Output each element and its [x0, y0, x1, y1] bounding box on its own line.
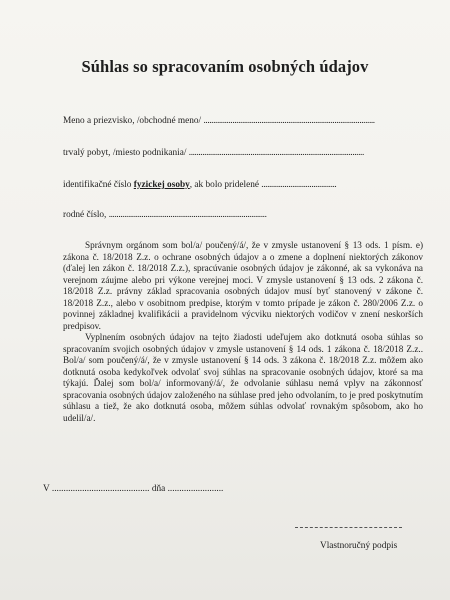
birth-number-blank: ..................................................................................	[108, 210, 267, 220]
name-field	[63, 116, 375, 126]
document-title: Súhlas so spracovaním osobných údajov	[81, 57, 369, 76]
residence-field	[63, 148, 364, 158]
id-number-field	[63, 180, 336, 190]
paragraph-consent: Vyplnením osobných údajov na tejto žiadosti udeľujem ako dotknutá osoba súhlas so spracovaním svojich osobných údajov v zmysle ustanovení § 14 ods. 1 zákona č. 18/2018 Z.z.. Bol/a/ som poučený/á/, že v zmysle ustanovení § 14 ods. 3 zákona č. 18/2018 Z.z. môžem ako dotknutá osoba kedykoľvek odvolať svoj súhlas na spracovanie osobných údajov, ktoré sa ma týkajú. Ďalej som bol/a/ informovaný/á/, že odvolanie súhlasu nemá vplyv na zákonnosť spracovania osobných údajov založeného na súhlase pred jeho odvolaním, to je pred poskytnutím súhlasu a tiež, že ako dotknutá osoba, môžem súhlas odvolať rovnakým spôsobom, ako ho udelil/a/.	[63, 332, 423, 423]
place-date-line	[43, 484, 223, 494]
id-number-label-post: , ak bolo pridelené	[189, 180, 259, 190]
residence-blank: ...........................................................................................	[188, 148, 364, 158]
date-label: dňa	[151, 484, 166, 494]
id-number-label-underlined: fyzickej osoby	[133, 180, 190, 190]
place-blank: ..........................................	[51, 484, 150, 494]
signature-line	[295, 527, 402, 528]
consent-text	[63, 240, 423, 424]
id-number-blank: .......................................	[261, 180, 337, 190]
residence-label: trvalý pobyt, /miesto podnikania/	[63, 148, 187, 158]
signature-label: Vlastnoručný podpis	[320, 541, 398, 551]
paragraph-legal-basis: Správnym orgánom som bol/a/ poučený/á/, že v zmysle ustanovení § 13 ods. 1 písm. e) zákona č. 18/2018 Z.z. o ochrane osobných údajov a o zmene a doplnení niektorých zákonov (ďalej len zákon č. 18/2018 Z.z.), spracúvanie osobných údajov je zákonné, ak sa vykonáva na verejnom záujme alebo pri výkone verejnej moci. V zmysle ustanovení § 13 ods. 2 zákona č. 18/2018 Z.z. právny základ spracovania osobných údajov musí byť stanovený v zákone č. 18/2018 Z.z., alebo v osobitnom predpise, ktorým v tomto prípade je zákon č. 280/2006 Z.z. o povinnej základnej kvalifikácii a pravidelnom výcviku niektorých vodičov v znení neskorších predpisov.	[63, 240, 423, 331]
place-label: V	[43, 484, 50, 494]
birth-number-label: rodné číslo,	[63, 210, 109, 220]
date-blank: ........................	[167, 484, 224, 494]
id-number-label-pre: identifikačné číslo	[63, 180, 134, 190]
birth-number-field	[63, 210, 267, 220]
name-blank: .........................................................................................	[203, 116, 375, 126]
name-label: Meno a priezvisko, /obchodné meno/	[63, 116, 202, 126]
